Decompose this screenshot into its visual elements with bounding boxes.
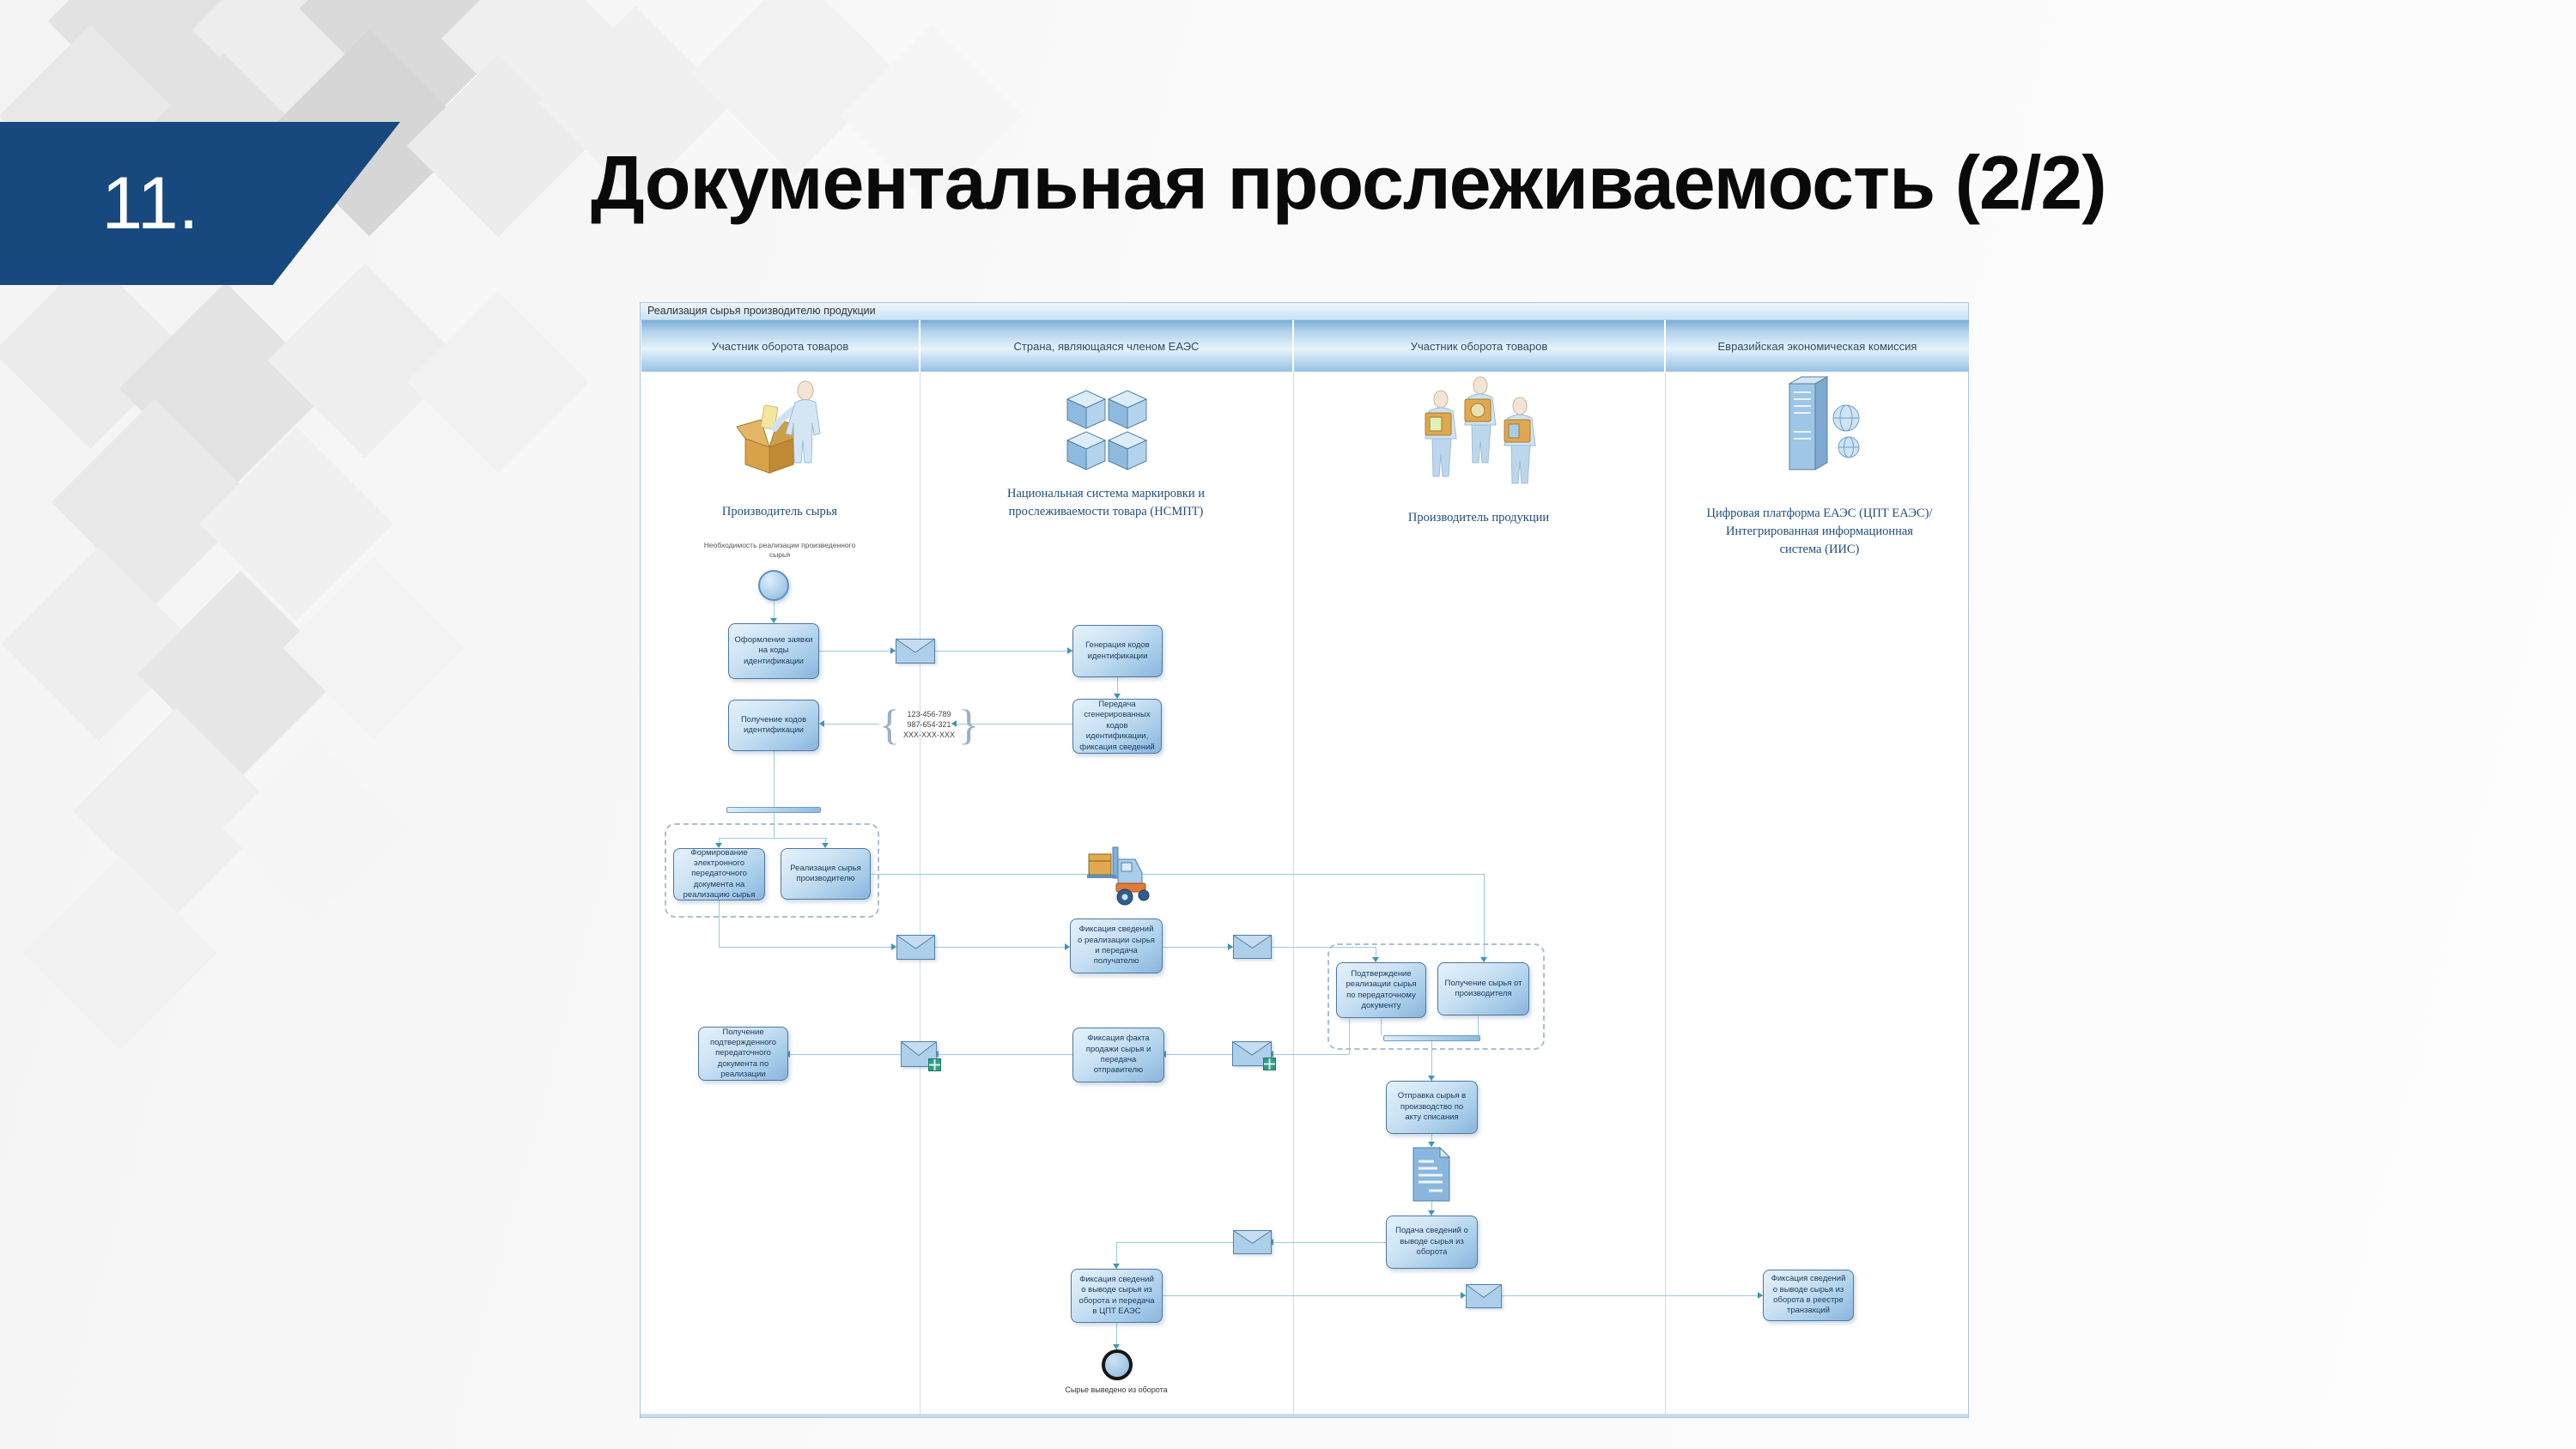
code-sample: 987-654-321 [907, 720, 951, 729]
flow-line [1164, 1054, 1232, 1055]
person-with-box-icon [720, 372, 840, 483]
message-envelope [1233, 935, 1272, 959]
code-sample: 123-456-789 [907, 710, 951, 718]
flow-line [1163, 947, 1233, 948]
message-envelope-with-document [1232, 1041, 1272, 1066]
lane-label: Участник оборота товаров [711, 339, 849, 353]
actor-label-product-producer: Производитель продукции [1407, 511, 1550, 524]
task-confirm-sale: Подтверждение реализации сырья по передаточному документу [1336, 962, 1426, 1018]
flow-line [719, 947, 893, 948]
task-registry-withdrawal: Фиксация сведений о выводе сырья из оборота в реестре транзакций [1763, 1270, 1854, 1321]
flow-line [1163, 1295, 1466, 1296]
flow-line [1272, 1054, 1349, 1055]
task-receive-confirmed-doc: Получение подтвержденного передаточного документа по реализации [698, 1027, 788, 1081]
lane-header-3 [1294, 320, 1664, 372]
flow-line [788, 1054, 901, 1055]
parallel-join-bar [1383, 1035, 1480, 1041]
parallel-fork-bar [726, 807, 821, 813]
bpmn-diagram [640, 302, 1969, 1418]
flow-line [819, 651, 896, 652]
lane-label: Евразийская экономическая комиссия [1717, 339, 1917, 353]
message-envelope-with-document [901, 1041, 937, 1067]
code-sample: XXX-XXX-XXX [903, 731, 956, 739]
actor-label-raw-producer: Производитель сырья [721, 505, 838, 518]
identification-codes-annotation [879, 702, 979, 747]
lane-separator [1665, 372, 1666, 1414]
start-event [758, 570, 789, 601]
flow-line [1502, 1295, 1763, 1296]
task-fix-sale-fact: Фиксация факта продажи сырья и передача отправителю [1072, 1028, 1164, 1082]
server-icon [1772, 372, 1875, 483]
message-envelope [896, 639, 935, 664]
lane-header-1 [641, 320, 919, 372]
flow-line [774, 751, 775, 807]
document-flag-icon [1263, 1058, 1276, 1070]
start-note: Необходимость реализации произведенного сырья [703, 541, 856, 560]
forklift-icon [1087, 844, 1154, 911]
page-title: Документальная прослеживаемость (2/2) [591, 140, 2106, 225]
task-sell-raw: Реализация сырья производителю [781, 848, 871, 900]
task-transfer-codes: Передача сгенерированных кодов идентификации, фиксация сведений [1072, 699, 1162, 754]
task-generate-codes: Генерация кодов идентификации [1072, 625, 1163, 677]
actor-label-nsmpt: Национальная система маркировки и прослеживаемости товара (НСМПТ) [1007, 487, 1205, 519]
task-receive-raw: Получение сырья от производителя [1437, 962, 1529, 1016]
message-envelope [896, 935, 935, 960]
task-submit-withdrawal: Подача сведений о выводе сырья из оборота [1386, 1216, 1478, 1269]
diagram-bottom-strip [641, 1414, 1968, 1417]
flow-line [935, 651, 1072, 652]
task-fix-withdrawal: Фиксация сведений о выводе сырья из оборота и передача в ЦПТ ЕАЭС [1071, 1269, 1163, 1323]
people-with-boxes-icon [1419, 370, 1547, 490]
left-brace: { [879, 700, 900, 749]
lane-separator [1293, 372, 1294, 1414]
task-fix-sale-info: Фиксация сведений о реализации сырья и передача получателю [1070, 919, 1163, 973]
flow-line [871, 874, 1484, 875]
task-receive-codes: Получение кодов идентификации [728, 700, 819, 751]
lane-header-2 [920, 320, 1292, 372]
diagram-title: Реализация сырья производителю продукции [641, 303, 1968, 320]
document-icon [1412, 1147, 1450, 1202]
message-envelope [1233, 1230, 1272, 1254]
actor-label-eec-platform: Цифровая платформа ЕАЭС (ЦПТ ЕАЭС)/ Интегрированная информационная система (ИИС) [1706, 506, 1933, 557]
flow-line [1116, 1242, 1233, 1243]
task-send-to-production: Отправка сырья в производство по акту списания [1386, 1081, 1478, 1134]
task-apply-codes: Оформление заявки на коды идентификации [728, 623, 819, 679]
lane-label: Участник оборота товаров [1410, 339, 1548, 353]
lane-label: Страна, являющаяся членом ЕАЭС [1013, 339, 1200, 353]
lane-header-4 [1666, 320, 1969, 372]
message-envelope [1466, 1284, 1502, 1308]
flow-line [937, 1054, 1072, 1055]
slide-number: 11. [101, 161, 199, 245]
background-diamond [407, 291, 589, 473]
right-brace: } [958, 700, 980, 749]
flow-line [935, 947, 1070, 948]
arrowhead [819, 720, 824, 727]
cubes-icon [1059, 382, 1153, 476]
document-flag-icon [928, 1058, 941, 1071]
end-event-label: Сырье выведено из оборота [1065, 1385, 1168, 1394]
end-event [1102, 1349, 1133, 1380]
task-form-transfer-doc: Формирование электронного передаточного документа на реализацию сырья [673, 848, 765, 900]
flow-line [1272, 1242, 1386, 1243]
